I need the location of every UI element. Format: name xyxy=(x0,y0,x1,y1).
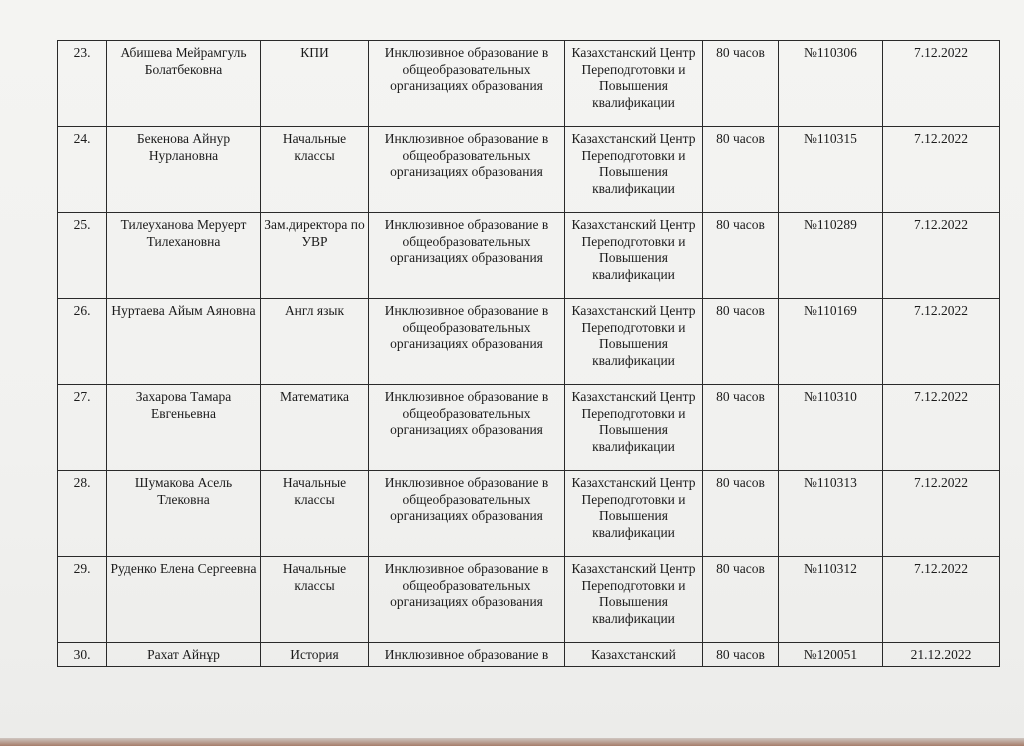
training-table xyxy=(57,40,1000,667)
table-row xyxy=(58,471,1000,557)
organization: Казахстанский Центр Переподготовки и Повышения квалификации xyxy=(565,127,703,213)
organization: Казахстанский Центр Переподготовки и Повышения квалификации xyxy=(565,385,703,471)
hours: 80 часов xyxy=(703,127,779,213)
position: Начальные классы xyxy=(261,127,369,213)
date: 7.12.2022 xyxy=(883,41,1000,127)
teacher-name: Шумакова Асель Тлековна xyxy=(107,471,261,557)
table-row xyxy=(58,299,1000,385)
certificate-number: №110310 xyxy=(779,385,883,471)
date: 7.12.2022 xyxy=(883,385,1000,471)
row-number: 26. xyxy=(58,299,107,385)
teacher-name: Абишева Мейрамгуль Болатбековна xyxy=(107,41,261,127)
row-number: 27. xyxy=(58,385,107,471)
teacher-name: Тилеуханова Меруерт Тилехановна xyxy=(107,213,261,299)
hours: 80 часов xyxy=(703,471,779,557)
organization: Казахстанский xyxy=(565,643,703,667)
certificate-number: №110315 xyxy=(779,127,883,213)
teacher-name: Бекенова Айнур Нурлановна xyxy=(107,127,261,213)
certificate-number: №120051 xyxy=(779,643,883,667)
position: Начальные классы xyxy=(261,557,369,643)
table-row xyxy=(58,127,1000,213)
hours: 80 часов xyxy=(703,557,779,643)
teacher-name: Рахат Айнұр xyxy=(107,643,261,667)
position: История xyxy=(261,643,369,667)
table-row xyxy=(58,213,1000,299)
table-row xyxy=(58,41,1000,127)
course-title: Инклюзивное образование в общеобразовательных организациях образования xyxy=(369,557,565,643)
organization: Казахстанский Центр Переподготовки и Повышения квалификации xyxy=(565,471,703,557)
teacher-name: Руденко Елена Сергеевна xyxy=(107,557,261,643)
course-title: Инклюзивное образование в общеобразовательных организациях образования xyxy=(369,41,565,127)
hours: 80 часов xyxy=(703,299,779,385)
course-title: Инклюзивное образование в общеобразовательных организациях образования xyxy=(369,213,565,299)
row-number: 30. xyxy=(58,643,107,667)
date: 7.12.2022 xyxy=(883,299,1000,385)
certificate-number: №110169 xyxy=(779,299,883,385)
table-row xyxy=(58,385,1000,471)
position: КПИ xyxy=(261,41,369,127)
organization: Казахстанский Центр Переподготовки и Повышения квалификации xyxy=(565,213,703,299)
hours: 80 часов xyxy=(703,213,779,299)
hours: 80 часов xyxy=(703,643,779,667)
hours: 80 часов xyxy=(703,385,779,471)
date: 7.12.2022 xyxy=(883,471,1000,557)
course-title: Инклюзивное образование в общеобразовательных организациях образования xyxy=(369,385,565,471)
course-title: Инклюзивное образование в xyxy=(369,643,565,667)
position: Математика xyxy=(261,385,369,471)
position: Зам.директора по УВР xyxy=(261,213,369,299)
position: Англ язык xyxy=(261,299,369,385)
certificate-number: №110289 xyxy=(779,213,883,299)
teacher-name: Нуртаева Айым Аяновна xyxy=(107,299,261,385)
organization: Казахстанский Центр Переподготовки и Повышения квалификации xyxy=(565,299,703,385)
course-title: Инклюзивное образование в общеобразовательных организациях образования xyxy=(369,127,565,213)
date: 7.12.2022 xyxy=(883,213,1000,299)
certificate-number: №110306 xyxy=(779,41,883,127)
row-number: 29. xyxy=(58,557,107,643)
date: 21.12.2022 xyxy=(883,643,1000,667)
organization: Казахстанский Центр Переподготовки и Повышения квалификации xyxy=(565,41,703,127)
date: 7.12.2022 xyxy=(883,557,1000,643)
certificate-number: №110313 xyxy=(779,471,883,557)
date: 7.12.2022 xyxy=(883,127,1000,213)
hours: 80 часов xyxy=(703,41,779,127)
position: Начальные классы xyxy=(261,471,369,557)
row-number: 28. xyxy=(58,471,107,557)
row-number: 23. xyxy=(58,41,107,127)
teacher-name: Захарова Тамара Евгеньевна xyxy=(107,385,261,471)
row-number: 24. xyxy=(58,127,107,213)
organization: Казахстанский Центр Переподготовки и Повышения квалификации xyxy=(565,557,703,643)
page-bottom-edge xyxy=(0,738,1024,746)
table-row xyxy=(58,643,1000,667)
table-row xyxy=(58,557,1000,643)
certificate-number: №110312 xyxy=(779,557,883,643)
course-title: Инклюзивное образование в общеобразовательных организациях образования xyxy=(369,471,565,557)
row-number: 25. xyxy=(58,213,107,299)
course-title: Инклюзивное образование в общеобразовательных организациях образования xyxy=(369,299,565,385)
